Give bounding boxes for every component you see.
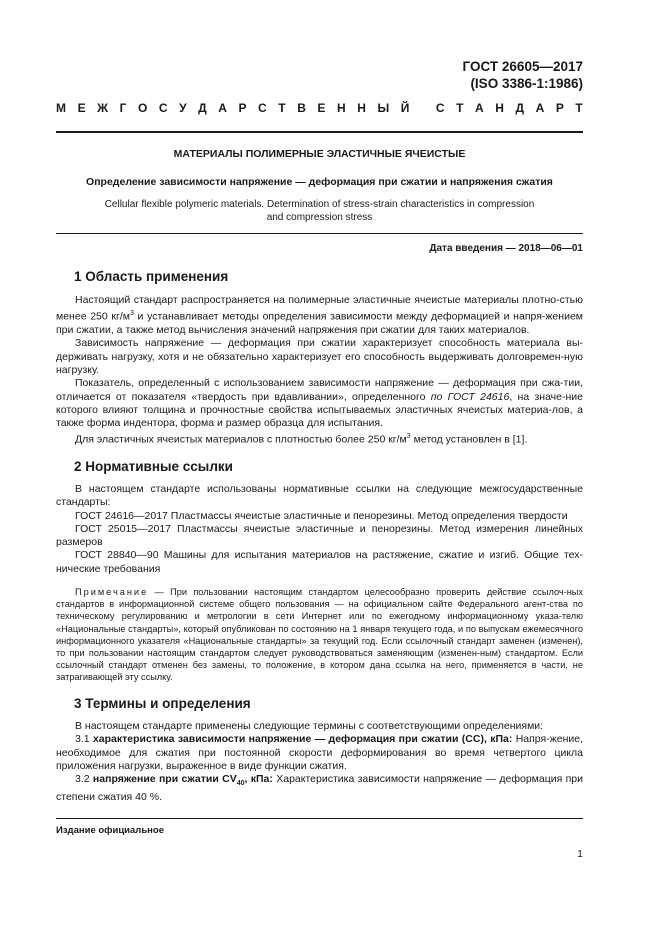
term-definition: 3.2 напряжение при сжатии $CV_{40}$, кПа: Характеристика зависимости напряжение — деформация при степени сжатия 40 %. xyxy=(56,773,584,803)
term-definition: 3.1 характеристика зависимости напряжение — деформация при сжатии (CC), кПа: Напря-жение, необходимое для сжатия при постоянной скорости деформирования во время четвертого цикла приложения нагрузки, выраженное в виде функции сжатия. xyxy=(56,733,583,772)
top-rule xyxy=(56,131,583,133)
english-title xyxy=(56,198,583,224)
section-3-body xyxy=(56,720,583,804)
interstate-standard-banner xyxy=(56,101,583,115)
banner-letter: Ж xyxy=(97,101,108,115)
section-1-paragraph: Настоящий стандарт распространяется на полимерные эластичные ячеистые материалы плотно-стью менее 250 $кг/м^3$ и устанавливает методы определения зависимости между деформацией и напря-жением при сжатии, а также метод вычисления значений напряжения при сжатии для таких материалов. xyxy=(56,294,583,337)
banner-letter: Т xyxy=(575,101,583,115)
section-1-paragraph: Для эластичных ячеистых материалов с плотностью более 250 $кг/м^3$ метод установлен в [1]. xyxy=(75,433,528,446)
banner-letter xyxy=(421,101,424,115)
banner-letter: Д xyxy=(515,101,525,115)
section-3-heading: 3 Термины и определения xyxy=(74,696,251,711)
banner-letter: У xyxy=(179,101,187,115)
banner-letter: С xyxy=(258,101,267,115)
banner-letter: С xyxy=(435,101,445,115)
english-title-line1: Cellular flexible polymeric materials. Determination of stress-strain characteristics in compression xyxy=(104,199,535,210)
iso-code: (ISO 3386-1:1986) xyxy=(470,76,583,91)
section-2-body xyxy=(56,483,583,576)
section-2-heading: 2 Нормативные ссылки xyxy=(74,459,233,474)
banner-letter: С xyxy=(158,101,168,115)
note-label: Примечание xyxy=(75,587,149,597)
intro-date: Дата введения — 2018—06—01 xyxy=(429,243,583,254)
reference-item: ГОСТ 28840—90 Машины для испытания материалов на растяжение, сжатие и изгиб. Общие тех-нические требования xyxy=(56,549,583,575)
banner-letter: Р xyxy=(238,101,247,115)
banner-letter: Е xyxy=(77,101,86,115)
banner-letter: Й xyxy=(400,101,410,115)
banner-letter: М xyxy=(56,101,66,115)
banner-letter: В xyxy=(297,101,306,115)
section-1-paragraph: Зависимость напряжение — деформация при сжатии характеризует способность материала вы-держивать нагрузку, хотя и не обязательно характеризует его способность выдерживать долговремен-ную нагрузку. xyxy=(56,337,583,376)
banner-letter: Т xyxy=(278,101,286,115)
footer-rule xyxy=(56,818,583,819)
reference-item: ГОСТ 24616—2017 Пластмассы ячеистые эластичные и пенорезины. Метод определения твердости xyxy=(75,509,568,522)
section-1-paragraph: Показатель, определенный с использованием зависимости напряжение — деформация при сжа-тии, отличается от показателя «твердость при вдавливании», определенного по ГОСТ 24616, на значе-ние которого влияют толщина и прочностные свойства испытываемых эластичных ячеистых материа-лов, а также форма индентора, форма и размер образца для испытания. xyxy=(56,377,583,430)
english-title-line2: and compression stress xyxy=(266,212,373,223)
banner-letter: Н xyxy=(357,101,366,115)
banner-letter: Г xyxy=(119,101,127,115)
gost-code: ГОСТ 26605—2017 xyxy=(462,59,583,74)
page-number: 1 xyxy=(577,848,583,860)
section-1-body xyxy=(56,294,583,447)
gost-code-block xyxy=(463,58,583,92)
banner-letter: А xyxy=(535,101,545,115)
banner-letter: Т xyxy=(456,101,464,115)
document-subtitle: Определение зависимости напряжение — деформация при сжатии и напряжения сжатия xyxy=(86,176,553,188)
document-title: МАТЕРИАЛЫ ПОЛИМЕРНЫЕ ЭЛАСТИЧНЫЕ ЯЧЕИСТЫЕ xyxy=(173,148,466,160)
title-rule xyxy=(56,233,583,234)
banner-letter: А xyxy=(218,101,227,115)
banner-letter: Н xyxy=(495,101,504,115)
note-text: — При пользовании настоящим стандартом целесообразно проверить действие ссылоч-ных стандартов в информационной системе общего пользования — на официальном сайте Федерального агент-ства по техническому регулированию и метрологии в сети Интернет или по ежегодному информационному указа-телю «Национальные стандарты», который опубликован по состоянию на 1 января текущего года, и по выпускам ежемесячного информационного указателя «Национальные стандарты» за текущий год. Если ссылочный стандарт заменен (изменен), то при пользовании настоящим стандартом следует руководствоваться заменяющим (изменен-ным) стандартом. Если ссылочный стандарт отменен без замены, то положение, в котором дана ссылка на него, применяется в части, не затрагивающей эту ссылку. xyxy=(56,587,583,683)
banner-letter: А xyxy=(475,101,484,115)
edition-label: Издание официальное xyxy=(56,825,164,836)
banner-letter: Д xyxy=(198,101,207,115)
banner-letter: Р xyxy=(555,101,564,115)
banner-letter: Ы xyxy=(377,101,390,115)
banner-letter: О xyxy=(137,101,148,115)
section-2-paragraph: В настоящем стандарте использованы нормативные ссылки на следующие межгосударственные стандарты: xyxy=(56,483,583,509)
banner-letter: Е xyxy=(317,101,326,115)
banner-letter: Н xyxy=(337,101,346,115)
note-block xyxy=(56,586,583,684)
section-1-heading: 1 Область применения xyxy=(74,269,229,284)
reference-item: ГОСТ 25015—2017 Пластмассы ячеистые эластичные и пенорезины. Метод измерения линейных размеров xyxy=(56,522,583,549)
section-3-paragraph: В настоящем стандарте применены следующие термины с соответствующими определениями: xyxy=(75,720,544,732)
